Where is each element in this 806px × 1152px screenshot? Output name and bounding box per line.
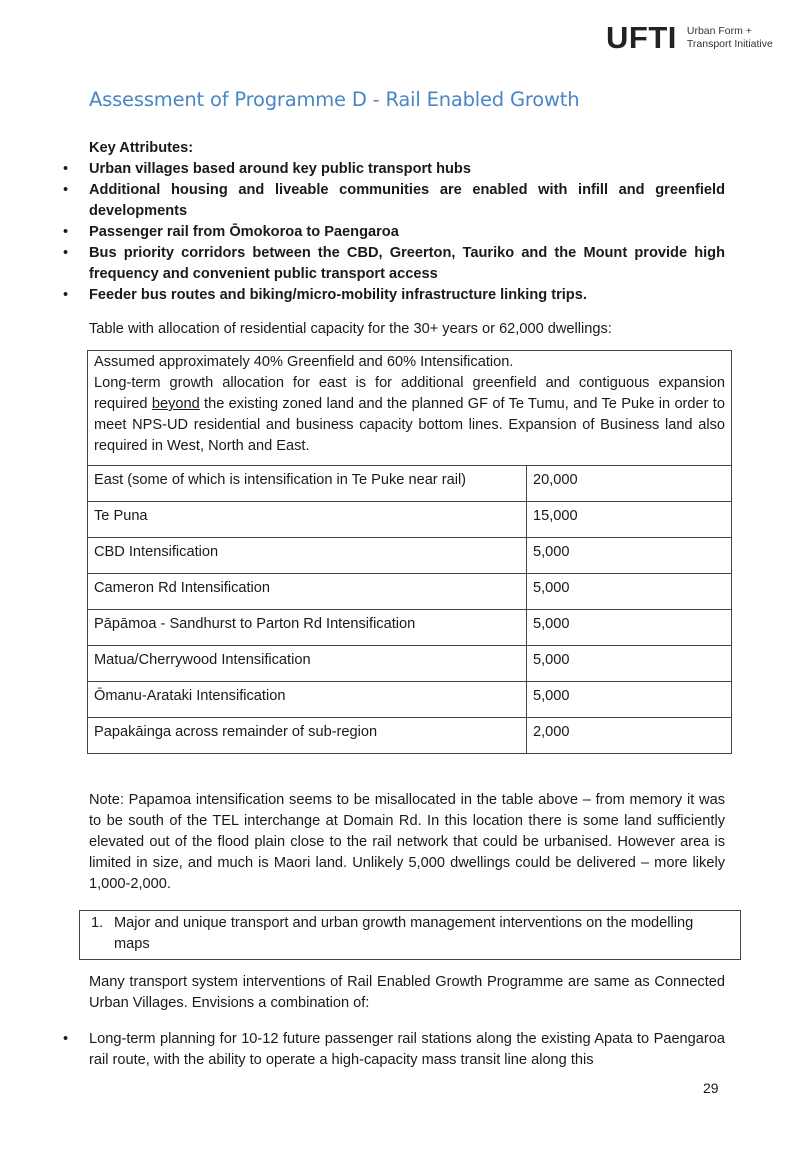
- area-cell: East (some of which is intensification in Te Puke near rail): [88, 466, 527, 502]
- area-cell: Pāpāmoa - Sandhurst to Parton Rd Intensification: [88, 610, 527, 646]
- section-heading-text: Major and unique transport and urban growth management interventions on the modelling maps: [114, 914, 694, 952]
- table-row: [88, 646, 732, 682]
- value-cell: 2,000: [527, 718, 732, 754]
- table-row: [88, 466, 732, 502]
- table-row: [88, 682, 732, 718]
- key-attributes-list: [89, 159, 725, 306]
- list-item-text: Long-term planning for 10-12 future passenger rail stations along the existing Apata to Paengaroa rail route, with the ability to operate a high-capacity mass transit line along this: [89, 1030, 725, 1068]
- value-cell: 5,000: [527, 538, 732, 574]
- table-note-paragraph: [94, 373, 725, 457]
- key-attribute-item: • Additional housing and liveable communities are enabled with infill and greenfield developments: [89, 180, 725, 222]
- value-cell: 5,000: [527, 610, 732, 646]
- logo-line-1: Urban Form +: [686, 24, 752, 37]
- value-cell: 5,000: [527, 646, 732, 682]
- table-row: [88, 610, 732, 646]
- ufti-logo: [606, 22, 773, 53]
- logo-text: [687, 25, 773, 51]
- area-cell: CBD Intensification: [88, 538, 527, 574]
- logo-line-2: Transport Initiative: [686, 37, 773, 50]
- table-note-line-1: Assumed approximately 40% Greenfield and 60% Intensification.: [94, 354, 514, 370]
- table-intro: Table with allocation of residential capacity for the 30+ years or 62,000 dwellings:: [89, 321, 612, 337]
- page-title: Assessment of Programme D - Rail Enabled Growth: [89, 88, 580, 111]
- table-note-part-1: Long-term growth allocation for east is for additional greenfield and contiguous expansion required: [94, 375, 725, 412]
- table-note-underlined: beyond: [151, 396, 200, 412]
- list-item: [63, 1029, 725, 1071]
- bullet-icon: •: [63, 1030, 69, 1047]
- key-attribute-item: • Feeder bus routes and biking/micro-mobility infrastructure linking trips.: [89, 285, 725, 306]
- section-heading-box: [79, 910, 741, 960]
- key-attributes-title: Key Attributes:: [89, 140, 194, 156]
- page-number: 29: [703, 1080, 719, 1096]
- key-attribute-item: • Bus priority corridors between the CBD, Greerton, Tauriko and the Mount provide high frequency and convenient public transport access: [89, 243, 725, 285]
- table-row: [88, 574, 732, 610]
- area-cell: Te Puna: [88, 502, 527, 538]
- value-cell: 5,000: [527, 682, 732, 718]
- area-cell: Cameron Rd Intensification: [88, 574, 527, 610]
- allocation-table: [87, 350, 732, 754]
- table-note-cell: [88, 351, 732, 466]
- document-body: [63, 138, 725, 1071]
- key-attribute-item: • Passenger rail from Ōmokoroa to Paengaroa: [89, 222, 725, 243]
- table-row: [88, 502, 732, 538]
- table-row: [88, 538, 732, 574]
- value-cell: 15,000: [527, 502, 732, 538]
- area-cell: Matua/Cherrywood Intensification: [88, 646, 527, 682]
- area-cell: Ōmanu-Arataki Intensification: [88, 682, 527, 718]
- section-number: 1.: [91, 914, 104, 931]
- value-cell: 5,000: [527, 574, 732, 610]
- logo-mark: UFTI: [606, 20, 677, 55]
- value-cell: 20,000: [527, 466, 732, 502]
- area-cell: Papakāinga across remainder of sub-region: [88, 718, 527, 754]
- key-attribute-item: • Urban villages based around key public transport hubs: [89, 159, 725, 180]
- body-paragraph: Many transport system interventions of Rail Enabled Growth Programme are same as Connected Urban Villages. Envisions a combination of:: [89, 973, 725, 1011]
- note-paragraph: Note: Papamoa intensification seems to be misallocated in the table above – from memory it was to be south of the TEL interchange at Domain Rd. In this location there is some land sufficiently elevated out of the flood plain close to the rail network that could be urbanised. However area is limited in size, and much is Maori land. Unlikely 5,000 dwellings could be delivered – more likely 1,000-2,000.: [89, 792, 725, 892]
- table-row: [88, 718, 732, 754]
- table-note-part-2: the existing zoned land and the planned GF of Te Tumu, and Te Puke in order to meet NPS-UD residential and business capacity bottom lines. Expansion of Business land also required in West, North and East.: [94, 396, 725, 454]
